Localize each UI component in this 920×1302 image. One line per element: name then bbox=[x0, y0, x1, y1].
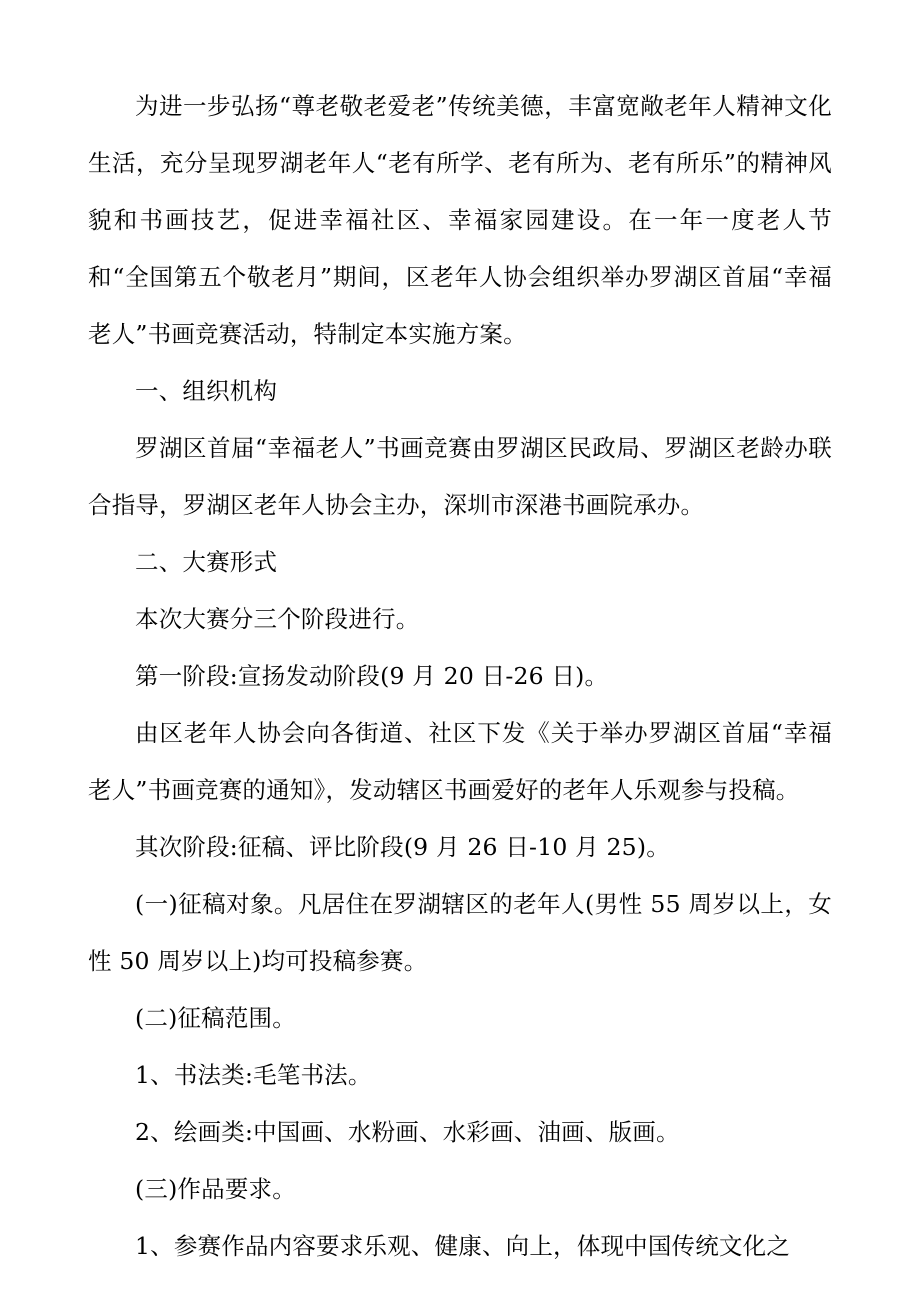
paragraph-submission-scope: (二)征稿范围。 bbox=[135, 1004, 296, 1032]
document-body bbox=[88, 78, 832, 1275]
heading-competition-format: 二、大赛形式 bbox=[135, 548, 278, 576]
paragraph-stage-one-detail: 由区老年人协会向各街道、社区下发《关于举办罗湖区首届“幸福老人”书画竞赛的通知》，发动辖区书画爱好的老年人乐观参与投稿。 bbox=[88, 719, 832, 804]
paragraph-stage-one: 第一阶段:宣扬发动阶段(9 月 20 日-26 日)。 bbox=[135, 662, 609, 690]
paragraph-stage-two: 其次阶段:征稿、评比阶段(9 月 26 日-10 月 25)。 bbox=[135, 833, 670, 861]
list-item-calligraphy: 1、书法类:毛笔书法。 bbox=[135, 1061, 372, 1089]
paragraph-artwork-requirements: (三)作品要求。 bbox=[135, 1175, 296, 1203]
paragraph-stages-intro: 本次大赛分三个阶段进行。 bbox=[135, 605, 420, 633]
paragraph-submission-target: (一)征稿对象。凡居住在罗湖辖区的老年人(男性 55 周岁以上，女性 50 周岁以上)均可投稿参赛。 bbox=[88, 890, 832, 975]
heading-organization: 一、组织机构 bbox=[135, 377, 278, 405]
paragraph-organization-detail: 罗湖区首届“幸福老人”书画竞赛由罗湖区民政局、罗湖区老龄办联合指导，罗湖区老年人协会主办，深圳市深港书画院承办。 bbox=[88, 434, 832, 519]
list-item-requirement-one: 1、参赛作品内容要求乐观、健康、向上，体现中国传统文化之 bbox=[135, 1232, 791, 1260]
list-item-painting: 2、绘画类:中国画、水粉画、水彩画、油画、版画。 bbox=[135, 1118, 680, 1146]
paragraph-intro: 为进一步弘扬“尊老敬老爱老”传统美德，丰富宽敞老年人精神文化生活，充分呈现罗湖老年人“老有所学、老有所为、老有所乐”的精神风貌和书画技艺，促进幸福社区、幸福家园建设。在一年一度老人节和“全国第五个敬老月”期间，区老年人协会组织举办罗湖区首届“幸福老人”书画竞赛活动，特制定本实施方案。 bbox=[88, 92, 832, 348]
